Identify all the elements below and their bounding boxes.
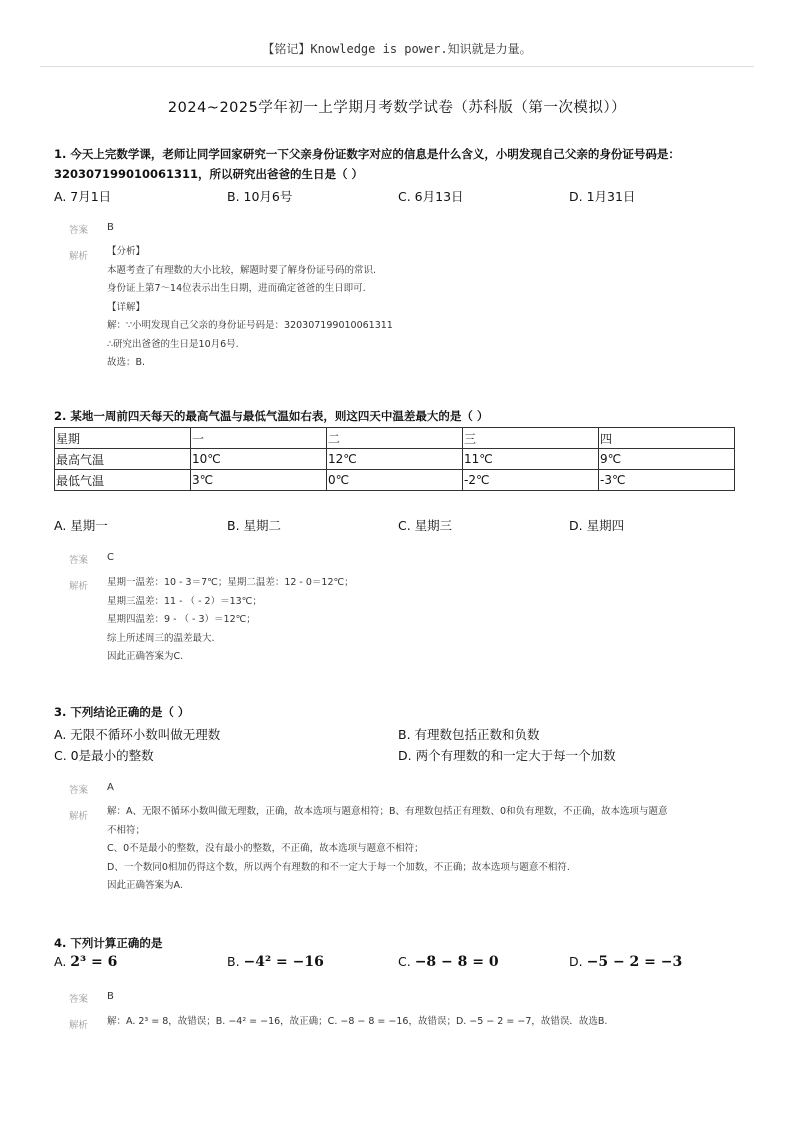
question-2-answer-label: 答案 — [69, 555, 89, 566]
analysis-line: 【详解】 — [107, 301, 146, 313]
table-cell: -3℃ — [599, 470, 735, 491]
analysis-line: 因此正确答案为A. — [107, 880, 183, 891]
question-3-option-b: B. 有理数包括正数和负数 — [398, 727, 540, 742]
table-cell: 一 — [191, 428, 327, 449]
table-cell: 四 — [599, 428, 735, 449]
question-2-option-b: B. 星期二 — [227, 518, 282, 533]
question-2-option-a: A. 星期一 — [54, 518, 108, 533]
question-4-answer-label: 答案 — [69, 994, 89, 1005]
analysis-line: 本题考查了有理数的大小比较，解题时要了解身份证号码的常识. — [107, 264, 377, 276]
temperature-table — [54, 427, 735, 491]
question-1-option-a: A. 7月1日 — [54, 189, 112, 204]
question-2-analysis-label: 解析 — [69, 581, 89, 592]
question-4-analysis: 解：A. 2³ = 8，故错误；B. −4² = −16，故正确；C. −8 − 8 = −16，故错误；D. −5 − 2 = −7，故错误．故选B. — [107, 1016, 608, 1027]
table-cell: 11℃ — [463, 449, 599, 470]
question-1-analysis-label: 解析 — [69, 251, 89, 262]
option-formula: −8 − 8 = 0 — [414, 954, 499, 970]
option-prefix: B. — [227, 954, 240, 969]
analysis-line: 综上所述周三的温差最大. — [107, 632, 215, 644]
analysis-line: 解：∵小明发现自己父亲的身份证号码是：320307199010061311 — [107, 320, 393, 331]
question-1-answer: B — [107, 222, 114, 233]
option-prefix: C. — [398, 954, 411, 969]
question-3-analysis — [107, 803, 668, 896]
table-cell: 星期 — [55, 428, 191, 449]
analysis-line: 星期三温差：11 - （ - 2）＝13℃； — [107, 595, 262, 607]
analysis-line: 故选：B. — [107, 357, 146, 368]
question-3-option-d: D. 两个有理数的和一定大于每一个加数 — [398, 748, 616, 763]
option-prefix: D. — [569, 954, 583, 969]
table-row — [55, 470, 735, 491]
question-4-option-c — [398, 954, 499, 970]
table-row — [55, 449, 735, 470]
question-2-option-d: D. 星期四 — [569, 518, 625, 533]
question-4-answer: B — [107, 991, 114, 1002]
question-3-answer-label: 答案 — [69, 785, 89, 796]
question-3-analysis-label: 解析 — [69, 811, 89, 822]
question-4-option-d — [569, 954, 682, 970]
table-cell: 10℃ — [191, 449, 327, 470]
option-formula: 2³ = 6 — [70, 954, 118, 970]
analysis-line: 星期一温差：10 - 3＝7℃；星期二温差：12 - 0＝12℃； — [107, 577, 354, 588]
option-prefix: A. — [54, 954, 67, 969]
question-2-analysis — [107, 574, 354, 667]
table-cell: 最高气温 — [55, 449, 191, 470]
question-4-stem: 4. 下列计算正确的是 — [54, 936, 163, 950]
question-1-stem-line2: 320307199010061311，所以研究出爸爸的生日是（ ） — [54, 167, 364, 181]
question-1-analysis — [107, 243, 393, 373]
header-divider — [40, 66, 754, 67]
question-1-option-b: B. 10月6号 — [227, 189, 293, 204]
question-4-analysis-label: 解析 — [69, 1020, 89, 1031]
analysis-line: 因此正确答案为C. — [107, 651, 184, 662]
analysis-line: C、0不是最小的整数，没有最小的整数，不正确，故本选项与题意不相符； — [107, 843, 424, 854]
question-2-answer: C — [107, 552, 114, 563]
question-2-stem: 2. 某地一周前四天每天的最高气温与最低气温如右表，则这四天中温差最大的是（ ） — [54, 409, 489, 423]
question-1-stem-line1: 1. 今天上完数学课，老师让同学回家研究一下父亲身份证数字对应的信息是什么含义，小明发现自己父亲的身份证号码是： — [54, 147, 680, 161]
table-cell: -2℃ — [463, 470, 599, 491]
analysis-line: 解：A、无限不循环小数叫做无理数，正确，故本选项与题意相符；B、有理数包括正有理数、0和负有理数，不正确，故本选项与题意 — [107, 806, 668, 817]
table-row — [55, 428, 735, 449]
analysis-line: 身份证上第7～14位表示出生日期，进而确定爸爸的生日即可. — [107, 283, 366, 294]
question-2-option-c: C. 星期三 — [398, 518, 453, 533]
table-cell: 12℃ — [327, 449, 463, 470]
question-4-option-b — [227, 954, 324, 970]
question-3-option-a: A. 无限不循环小数叫做无理数 — [54, 727, 221, 742]
question-4-option-a — [54, 954, 117, 970]
analysis-line: 星期四温差：9 - （ - 3）＝12℃； — [107, 614, 256, 625]
question-1-option-d: D. 1月31日 — [569, 189, 636, 204]
question-3-answer: A — [107, 782, 114, 793]
question-3-stem: 3. 下列结论正确的是（ ） — [54, 705, 190, 719]
analysis-line: 不相符； — [107, 824, 146, 836]
option-formula: −5 − 2 = −3 — [586, 954, 683, 970]
option-formula: −4² = −16 — [243, 954, 324, 970]
table-cell: 二 — [327, 428, 463, 449]
question-1-answer-label: 答案 — [69, 225, 89, 236]
table-cell: 9℃ — [599, 449, 735, 470]
page-header: 【铭记】Knowledge is power.知识就是力量。 — [262, 42, 532, 56]
table-cell: 3℃ — [191, 470, 327, 491]
analysis-line: 【分析】 — [107, 246, 146, 257]
table-cell: 最低气温 — [55, 470, 191, 491]
question-3-option-c: C. 0是最小的整数 — [54, 748, 154, 763]
analysis-line: ∴研究出爸爸的生日是10月6号. — [107, 338, 239, 350]
question-1-option-c: C. 6月13日 — [398, 189, 464, 204]
page-title: 2024~2025学年初一上学期月考数学试卷（苏科版（第一次模拟）） — [167, 100, 627, 116]
table-cell: 三 — [463, 428, 599, 449]
table-cell: 0℃ — [327, 470, 463, 491]
analysis-line: D、一个数同0相加仍得这个数，所以两个有理数的和不一定大于每一个加数，不正确；故本选项与题意不相符. — [107, 861, 570, 873]
